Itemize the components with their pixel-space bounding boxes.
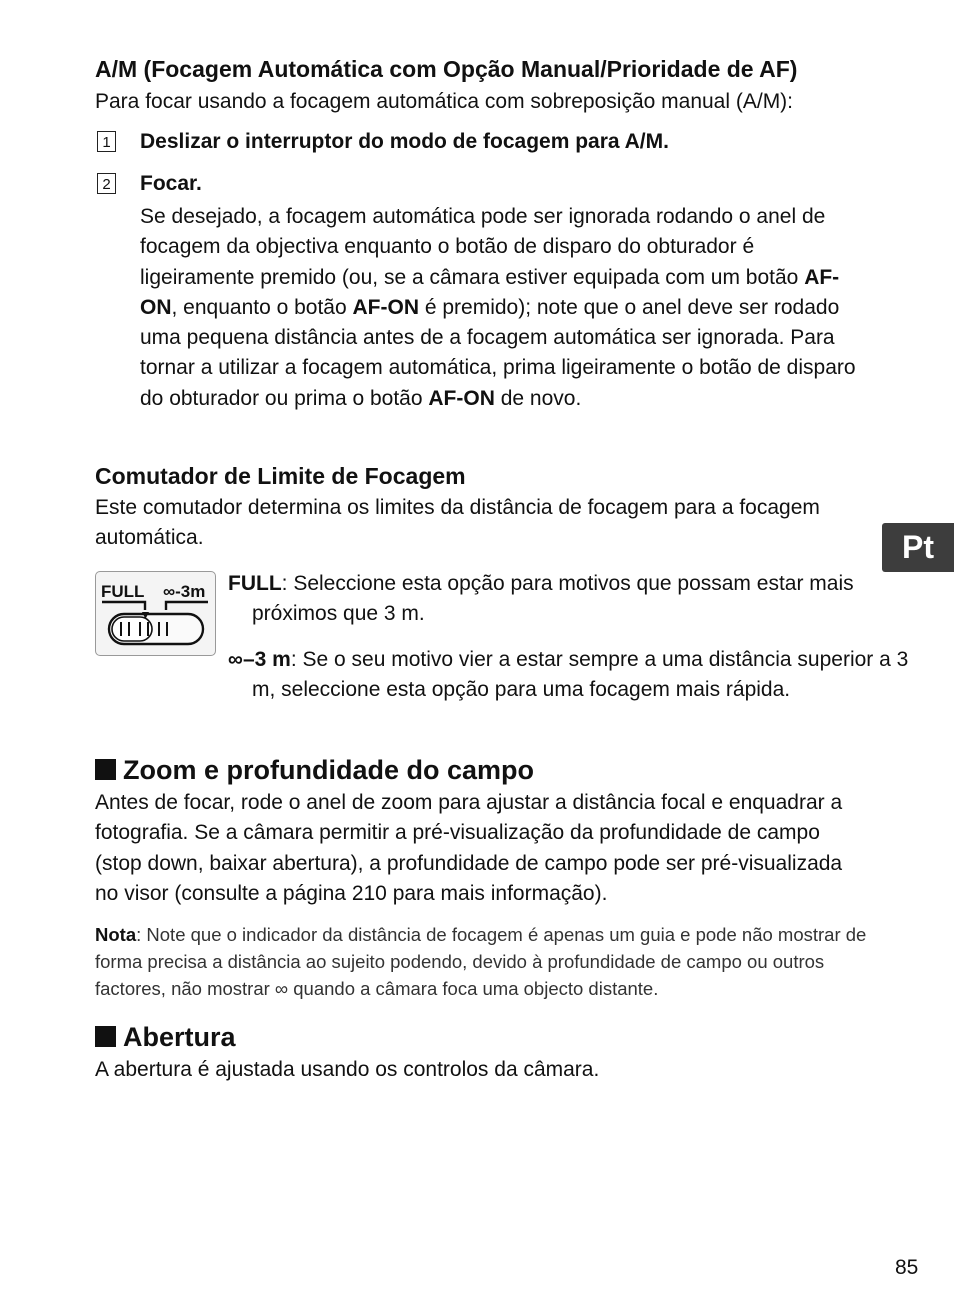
note-label: Nota (95, 924, 137, 945)
section-zoom-body: Antes de focar, rode o anel de zoom para ajustar a distância focal e enquadrar a fotografia. Se a câmara permitir a pré-visualização da profundidade de campo (stop down, baixar abertura), a profundidade de campo pode ser pré-visualizada no visor (consulte a página 210 para mais informação). (95, 791, 843, 905)
section-limit-intro: Este comutador determina os limites da distância de focagem para a focagem automática. (95, 496, 820, 550)
section-aperture-title: Abertura (95, 1021, 236, 1053)
section-limit-title: Comutador de Limite de Focagem (95, 463, 466, 489)
switch-label-full: FULL (101, 582, 145, 601)
section-aperture-body: A abertura é ajustada usando os controlos da câmara. (95, 1058, 600, 1081)
switch-label-inf: ∞-3m (163, 582, 206, 601)
zoom-note: Nota: Note que o indicador da distância de focagem é apenas um guia e pode não mostrar de forma precisa a distância ao sujeito podendo, devido à profundidade de campo ou outros factores, não mostrar ∞ quando a câmara foca uma objecto distante. (95, 924, 867, 999)
step-1-number: 1 (97, 131, 116, 152)
step-2-number: 2 (97, 173, 116, 194)
section-zoom-title: Zoom e profundidade do campo (95, 754, 534, 786)
focus-limit-switch-icon (96, 572, 214, 654)
focus-limit-switch-figure (95, 571, 216, 656)
limit-item-inf-term: ∞–3 m (228, 648, 291, 671)
step-2-label: Focar. (140, 172, 202, 195)
af-on-label: AF-ON (140, 265, 840, 319)
limit-item-full: FULL: Seleccione esta opção para motivos que possam estar mais próximos que 3 m. (228, 572, 854, 626)
section-am-title: A/M (Focagem Automática com Opção Manual/Prioridade de AF) (95, 56, 798, 82)
page-number: 85 (895, 1256, 919, 1279)
limit-item-full-term: FULL (228, 572, 282, 595)
limit-item-inf: ∞–3 m: Se o seu motivo vier a estar sempre a uma distância superior a 3 m, seleccione esta opção para uma focagem mais rápida. (228, 648, 909, 702)
af-on-label: AF-ON (428, 386, 495, 410)
section-am-intro: Para focar usando a focagem automática com sobreposição manual (A/M): (95, 90, 794, 113)
step-1-label: Deslizar o interruptor do modo de focagem para A/M. (140, 130, 669, 153)
af-on-label: AF-ON (352, 295, 419, 319)
language-tab: Pt (882, 523, 954, 572)
square-bullet-icon (95, 1026, 116, 1047)
square-bullet-icon (95, 759, 116, 780)
step-2-body: Se desejado, a focagem automática pode ser ignorada rodando o anel de focagem da objectiva enquanto o botão de disparo do obturador é ligeiramente premido (ou, se a câmara estiver equipada com um botão AF-ON, enquanto o botão AF-ON é premido); note que o anel deve ser rodado uma pequena distância antes de a focagem automática ser ignorada. Para tornar a utilizar a focagem automática, prima ligeiramente o botão de disparo do obturador ou prima o botão AF-ON de novo. (140, 205, 856, 410)
